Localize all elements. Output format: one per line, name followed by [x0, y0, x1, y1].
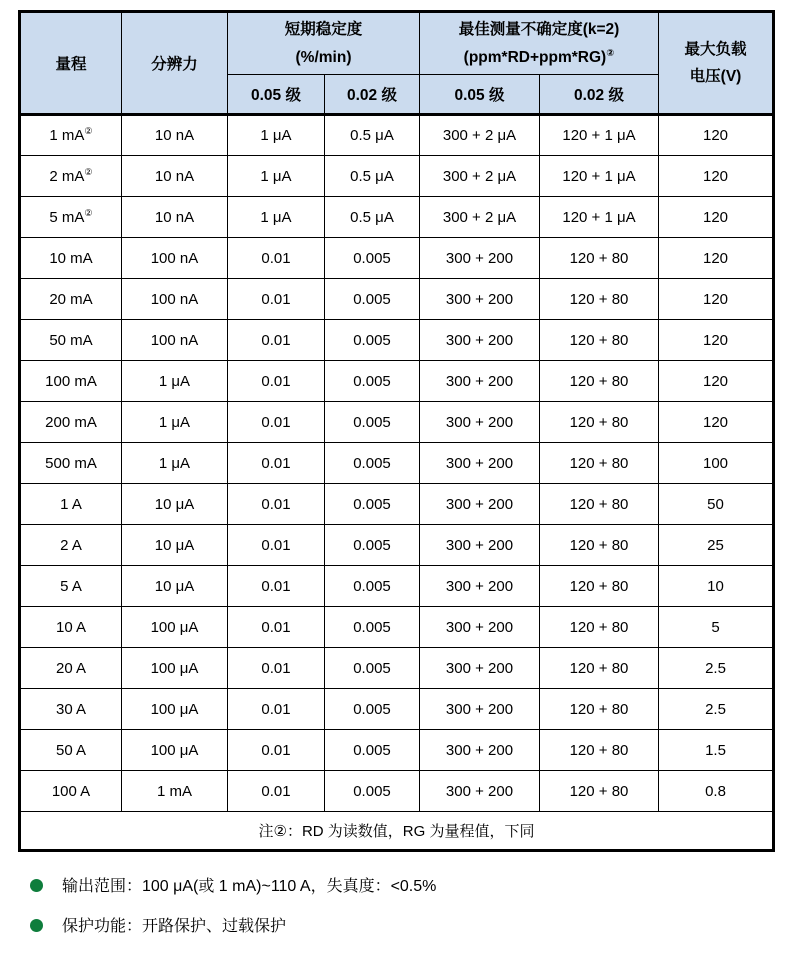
- cell-max-voltage: 120: [659, 197, 774, 238]
- cell-stability-002: 0.005: [325, 648, 420, 689]
- cell-range: 1 mA②: [20, 115, 122, 156]
- cell-range: 1 A: [20, 484, 122, 525]
- cell-resolution: 1 μA: [122, 402, 228, 443]
- table-row: [20, 484, 774, 525]
- cell-uncertainty-005: 300 + 200: [420, 566, 540, 607]
- cell-resolution: 10 nA: [122, 197, 228, 238]
- cell-uncertainty-005: 300 + 200: [420, 361, 540, 402]
- cell-stability-005: 0.01: [228, 566, 325, 607]
- cell-uncertainty-005: 300 + 200: [420, 443, 540, 484]
- cell-stability-005: 1 μA: [228, 115, 325, 156]
- cell-stability-005: 1 μA: [228, 197, 325, 238]
- subheader-uncertainty-002: 0.02 级: [540, 75, 659, 115]
- cell-uncertainty-002: 120 + 80: [540, 279, 659, 320]
- header-range: 量程: [20, 12, 122, 115]
- cell-stability-002: 0.005: [325, 279, 420, 320]
- cell-stability-002: 0.005: [325, 607, 420, 648]
- cell-uncertainty-005: 300 + 200: [420, 525, 540, 566]
- cell-resolution: 100 μA: [122, 730, 228, 771]
- cell-resolution: 10 nA: [122, 115, 228, 156]
- cell-stability-005: 0.01: [228, 279, 325, 320]
- footnote-2-superscript: ②: [606, 47, 615, 59]
- cell-uncertainty-005: 300 + 200: [420, 484, 540, 525]
- table-row: [20, 607, 774, 648]
- cell-stability-002: 0.005: [325, 443, 420, 484]
- cell-uncertainty-002: 120 + 80: [540, 443, 659, 484]
- footnote-2-superscript: ②: [84, 207, 93, 218]
- bullet-output-range: [30, 873, 790, 896]
- header-uncertainty-group: [420, 12, 659, 75]
- cell-uncertainty-002: 120 + 1 μA: [540, 156, 659, 197]
- cell-uncertainty-002: 120 + 1 μA: [540, 197, 659, 238]
- protection-text: 保护功能：开路保护、过载保护: [62, 918, 287, 935]
- header-resolution: 分辨力: [122, 12, 228, 115]
- cell-resolution: 100 nA: [122, 238, 228, 279]
- table-row: [20, 197, 774, 238]
- cell-uncertainty-002: 120 + 80: [540, 525, 659, 566]
- table-row: [20, 525, 774, 566]
- cell-stability-002: 0.005: [325, 484, 420, 525]
- cell-resolution: 100 nA: [122, 279, 228, 320]
- cell-stability-005: 0.01: [228, 607, 325, 648]
- subheader-uncertainty-005: 0.05 级: [420, 75, 540, 115]
- cell-uncertainty-002: 120 + 80: [540, 361, 659, 402]
- table-row: [20, 279, 774, 320]
- bullet-icon: [30, 879, 43, 892]
- cell-uncertainty-005: 300 + 200: [420, 648, 540, 689]
- cell-stability-002: 0.005: [325, 361, 420, 402]
- cell-uncertainty-005: 300 + 2 μA: [420, 115, 540, 156]
- cell-stability-005: 0.01: [228, 361, 325, 402]
- cell-range: 30 A: [20, 689, 122, 730]
- cell-range: 2 A: [20, 525, 122, 566]
- cell-uncertainty-002: 120 + 80: [540, 771, 659, 812]
- cell-max-voltage: 2.5: [659, 648, 774, 689]
- cell-uncertainty-005: 300 + 200: [420, 771, 540, 812]
- cell-max-voltage: 10: [659, 566, 774, 607]
- cell-max-voltage: 120: [659, 279, 774, 320]
- cell-stability-005: 0.01: [228, 402, 325, 443]
- cell-resolution: 100 nA: [122, 320, 228, 361]
- spec-table: [18, 10, 775, 852]
- cell-uncertainty-005: 300 + 200: [420, 402, 540, 443]
- table-row: [20, 566, 774, 607]
- cell-stability-005: 0.01: [228, 443, 325, 484]
- table-row: [20, 238, 774, 279]
- bullet-protection: [30, 913, 790, 936]
- cell-uncertainty-005: 300 + 2 μA: [420, 156, 540, 197]
- subheader-stability-005: 0.05 级: [228, 75, 325, 115]
- cell-range: 10 A: [20, 607, 122, 648]
- cell-uncertainty-005: 300 + 200: [420, 730, 540, 771]
- table-footnote: 注②：RD 为读数值，RG 为量程值，下同: [20, 812, 774, 851]
- table-header: [20, 12, 774, 115]
- cell-range: 5 mA②: [20, 197, 122, 238]
- header-uncertainty-title: 最佳测量不确定度(k=2): [458, 21, 620, 39]
- header-stability-unit: (%/min): [295, 48, 352, 66]
- header-max-load-voltage: [659, 12, 774, 115]
- cell-max-voltage: 2.5: [659, 689, 774, 730]
- header-voltage-line2: 电压(V): [689, 68, 742, 85]
- cell-stability-002: 0.005: [325, 689, 420, 730]
- cell-stability-002: 0.005: [325, 525, 420, 566]
- cell-uncertainty-005: 300 + 2 μA: [420, 197, 540, 238]
- cell-resolution: 1 μA: [122, 361, 228, 402]
- cell-stability-002: 0.005: [325, 566, 420, 607]
- cell-uncertainty-005: 300 + 200: [420, 689, 540, 730]
- header-voltage-line1: 最大负载: [684, 40, 747, 58]
- cell-stability-005: 0.01: [228, 320, 325, 361]
- cell-max-voltage: 25: [659, 525, 774, 566]
- cell-stability-005: 0.01: [228, 771, 325, 812]
- cell-uncertainty-005: 300 + 200: [420, 320, 540, 361]
- cell-resolution: 10 μA: [122, 525, 228, 566]
- cell-max-voltage: 50: [659, 484, 774, 525]
- cell-stability-005: 0.01: [228, 648, 325, 689]
- cell-uncertainty-002: 120 + 1 μA: [540, 115, 659, 156]
- cell-stability-002: 0.005: [325, 238, 420, 279]
- cell-stability-005: 0.01: [228, 689, 325, 730]
- table-body: [20, 115, 774, 812]
- notes-section: [30, 873, 790, 936]
- table-row: [20, 115, 774, 156]
- cell-stability-002: 0.005: [325, 730, 420, 771]
- cell-max-voltage: 120: [659, 238, 774, 279]
- cell-resolution: 100 μA: [122, 648, 228, 689]
- cell-max-voltage: 0.8: [659, 771, 774, 812]
- cell-range: 20 mA: [20, 279, 122, 320]
- cell-max-voltage: 1.5: [659, 730, 774, 771]
- cell-uncertainty-005: 300 + 200: [420, 607, 540, 648]
- cell-stability-002: 0.5 μA: [325, 156, 420, 197]
- table-row: [20, 402, 774, 443]
- table-row: [20, 689, 774, 730]
- cell-range: 100 A: [20, 771, 122, 812]
- cell-uncertainty-002: 120 + 80: [540, 648, 659, 689]
- header-stability-title: 短期稳定度: [284, 21, 363, 39]
- cell-stability-002: 0.5 μA: [325, 115, 420, 156]
- cell-uncertainty-002: 120 + 80: [540, 484, 659, 525]
- cell-stability-005: 0.01: [228, 238, 325, 279]
- cell-resolution: 1 μA: [122, 443, 228, 484]
- cell-range: 20 A: [20, 648, 122, 689]
- cell-stability-005: 0.01: [228, 730, 325, 771]
- cell-resolution: 10 nA: [122, 156, 228, 197]
- header-uncertainty-unit: (ppm*RD+ppm*RG)②: [463, 47, 615, 66]
- cell-max-voltage: 120: [659, 156, 774, 197]
- table-row: [20, 361, 774, 402]
- cell-uncertainty-002: 120 + 80: [540, 689, 659, 730]
- cell-range: 200 mA: [20, 402, 122, 443]
- table-row: [20, 320, 774, 361]
- cell-range: 10 mA: [20, 238, 122, 279]
- cell-uncertainty-002: 120 + 80: [540, 320, 659, 361]
- cell-max-voltage: 120: [659, 402, 774, 443]
- table-row: [20, 771, 774, 812]
- cell-max-voltage: 120: [659, 115, 774, 156]
- cell-max-voltage: 120: [659, 361, 774, 402]
- cell-stability-002: 0.005: [325, 771, 420, 812]
- cell-max-voltage: 120: [659, 320, 774, 361]
- cell-stability-005: 0.01: [228, 525, 325, 566]
- subheader-stability-002: 0.02 级: [325, 75, 420, 115]
- cell-stability-005: 1 μA: [228, 156, 325, 197]
- footnote-2-superscript: ②: [84, 166, 93, 177]
- cell-uncertainty-005: 300 + 200: [420, 238, 540, 279]
- cell-range: 50 A: [20, 730, 122, 771]
- table-row: [20, 443, 774, 484]
- cell-uncertainty-002: 120 + 80: [540, 238, 659, 279]
- cell-range: 100 mA: [20, 361, 122, 402]
- table-row: [20, 156, 774, 197]
- cell-resolution: 10 μA: [122, 484, 228, 525]
- cell-range: 50 mA: [20, 320, 122, 361]
- cell-uncertainty-002: 120 + 80: [540, 607, 659, 648]
- cell-max-voltage: 5: [659, 607, 774, 648]
- header-stability-group: [228, 12, 420, 75]
- cell-resolution: 100 μA: [122, 607, 228, 648]
- output-range-text: 输出范围：100 μA(或 1 mA)~110 A，失真度：<0.5%: [62, 878, 437, 895]
- cell-range: 5 A: [20, 566, 122, 607]
- cell-stability-002: 0.005: [325, 402, 420, 443]
- cell-range: 2 mA②: [20, 156, 122, 197]
- bullet-icon: [30, 919, 43, 932]
- footnote-2-superscript: ②: [84, 126, 93, 136]
- cell-stability-005: 0.01: [228, 484, 325, 525]
- cell-resolution: 10 μA: [122, 566, 228, 607]
- cell-resolution: 100 μA: [122, 689, 228, 730]
- table-row: [20, 648, 774, 689]
- cell-resolution: 1 mA: [122, 771, 228, 812]
- cell-stability-002: 0.005: [325, 320, 420, 361]
- cell-max-voltage: 100: [659, 443, 774, 484]
- table-row: [20, 730, 774, 771]
- cell-range: 500 mA: [20, 443, 122, 484]
- cell-stability-002: 0.5 μA: [325, 197, 420, 238]
- cell-uncertainty-002: 120 + 80: [540, 402, 659, 443]
- cell-uncertainty-002: 120 + 80: [540, 730, 659, 771]
- cell-uncertainty-002: 120 + 80: [540, 566, 659, 607]
- cell-uncertainty-005: 300 + 200: [420, 279, 540, 320]
